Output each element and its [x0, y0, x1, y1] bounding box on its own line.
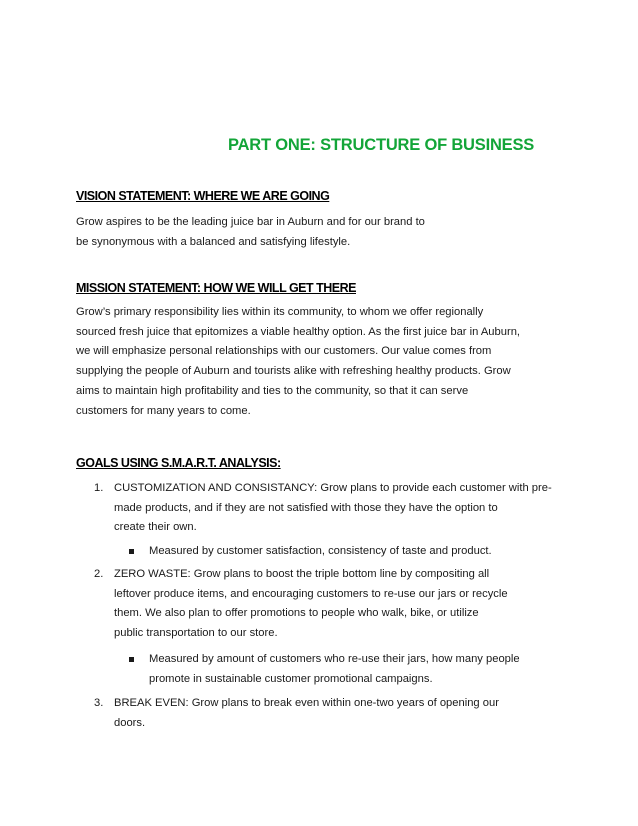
paragraph-line: aims to maintain high profitability and ties to the community, so that it can serve [76, 384, 469, 397]
goal-line: made products, and if they are not satisfied with those they have the option to [114, 501, 498, 514]
paragraph-line: Grow aspires to be the leading juice bar in Auburn and for our brand to [76, 216, 425, 228]
vision-heading: VISION STATEMENT: WHERE WE ARE GOING [76, 189, 330, 203]
paragraph-line: we will emphasize personal relationships with our customers. Our value comes from [76, 345, 492, 358]
bullet-line: Measured by amount of customers who re-use their jars, how many people [149, 653, 520, 665]
goal-number: 3. [94, 697, 104, 709]
paragraph-line: supplying the people of Auburn and tourists alike with refreshing healthy products. Grow [76, 365, 511, 378]
goal-line: CUSTOMIZATION AND CONSISTANCY: Grow plans to provide each customer with pre- [114, 482, 552, 494]
mission-paragraph [76, 303, 576, 421]
goal-line: ZERO WASTE: Grow plans to boost the triple bottom line by compositing all [114, 568, 490, 580]
goal-line: create their own. [114, 521, 197, 534]
square-bullet-icon [129, 657, 134, 662]
goal-line: leftover produce items, and encouraging customers to re-use our jars or recycle [114, 587, 508, 600]
page-title: PART ONE: STRUCTURE OF BUSINESS [228, 136, 535, 154]
goal-number: 2. [94, 568, 104, 580]
paragraph-line: be synonymous with a balanced and satisfying lifestyle. [76, 235, 351, 248]
mission-heading: MISSION STATEMENT: HOW WE WILL GET THERE [76, 281, 356, 295]
vision-paragraph [76, 213, 576, 252]
goal-line: public transportation to our store. [114, 627, 278, 640]
bullet-line: Measured by customer satisfaction, consistency of taste and product. [149, 545, 492, 557]
paragraph-line: customers for many years to come. [76, 404, 251, 417]
bullet-line: promote in sustainable customer promotional campaigns. [149, 672, 433, 685]
goal-line: doors. [114, 716, 146, 729]
paragraph-line: Grow’s primary responsibility lies within its community, to whom we offer regionally [76, 306, 484, 318]
goals-heading: GOALS USING S.M.A.R.T. ANALYSIS: [76, 456, 281, 470]
goal-line: them. We also plan to offer promotions to people who walk, bike, or utilize [114, 607, 479, 620]
goal-number: 1. [94, 482, 104, 494]
square-bullet-icon [129, 549, 134, 554]
goal-line: BREAK EVEN: Grow plans to break even within one-two years of opening our [114, 697, 499, 709]
paragraph-line: sourced fresh juice that epitomizes a viable healthy option. As the first juice bar in Auburn, [76, 325, 521, 338]
